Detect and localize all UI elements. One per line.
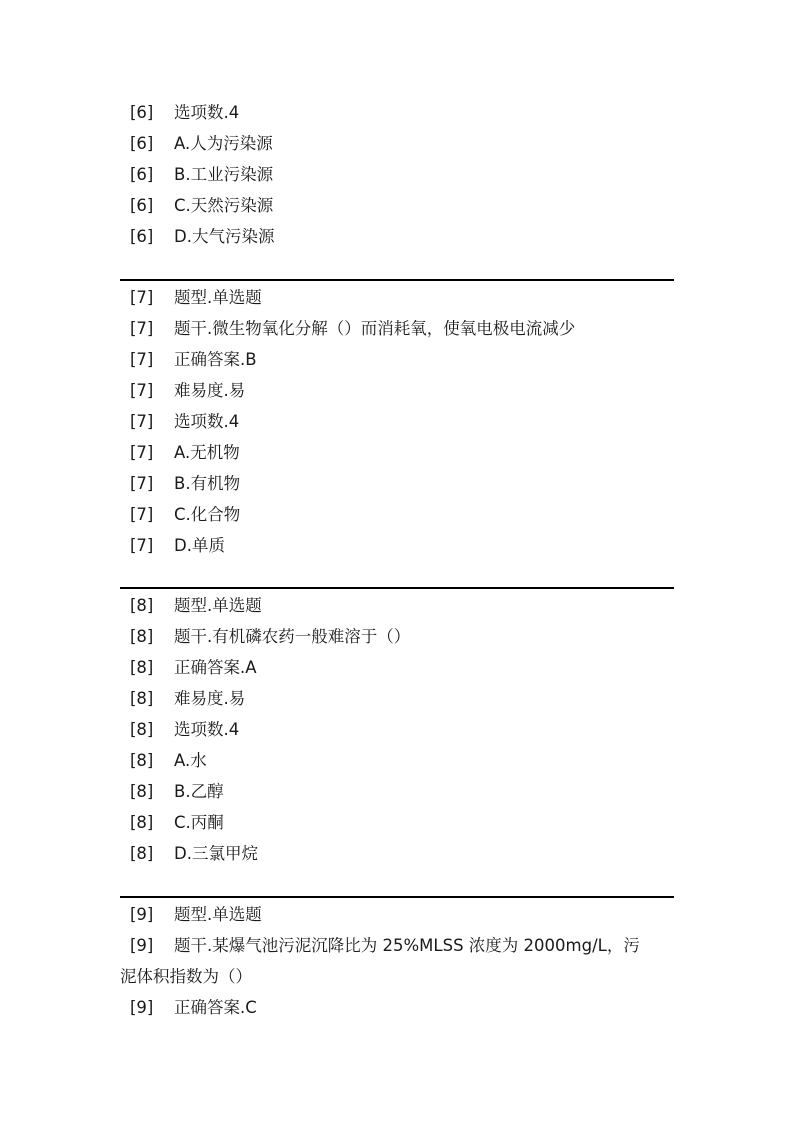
question-8-block [120,590,674,869]
question-9-answer [120,992,674,1023]
line-text: A.水 [174,751,207,770]
line-text: 正确答案.B [174,350,257,369]
line-text: A.人为污染源 [174,134,273,153]
line-index: [7] [130,412,154,431]
line-text: C.天然污染源 [174,196,274,215]
line-index: [7] [130,505,154,524]
line-index: [9] [130,998,154,1017]
question-7-type [120,282,674,313]
question-6-option-b [120,159,674,190]
question-6-option-c [120,190,674,221]
line-index: [8] [130,720,154,739]
line-text: 题干.有机磷农药一般难溶于（） [174,627,411,646]
question-8-answer [120,652,674,683]
line-text: 题型.单选题 [174,905,262,924]
line-text: B.有机物 [174,474,241,493]
line-index: [7] [130,381,154,400]
question-9-stem [120,930,674,992]
line-index: [6] [130,227,154,246]
question-6-line-options-count [120,97,674,128]
line-text: 正确答案.C [174,998,257,1017]
question-7-option-a [120,437,674,468]
question-8-option-c [120,807,674,838]
question-8-option-d [120,838,674,869]
line-index: [6] [130,165,154,184]
line-index: [8] [130,782,154,801]
question-8-stem [120,621,674,652]
line-text: 选项数.4 [174,720,240,739]
line-index: [7] [130,319,154,338]
question-7-option-d [120,530,674,561]
line-text: 正确答案.A [174,658,257,677]
line-text: 选项数.4 [174,412,240,431]
question-9-type [120,899,674,930]
question-8-option-b [120,776,674,807]
line-index: [8] [130,844,154,863]
line-index: [8] [130,627,154,646]
question-8-option-a [120,745,674,776]
line-index: [8] [130,689,154,708]
line-index: [7] [130,350,154,369]
line-text-continued: 泥体积指数为（） [120,967,252,986]
line-text: 题型.单选题 [174,288,262,307]
question-8-type [120,590,674,621]
line-text: B.乙醇 [174,782,224,801]
question-7-block [120,282,674,561]
line-index: [8] [130,658,154,677]
line-text: D.单质 [174,536,225,555]
question-7-answer [120,344,674,375]
line-text: 题干.微生物氧化分解（）而消耗氧，使氧电极电流减少 [174,319,576,338]
question-7-options-count [120,406,674,437]
line-index: [7] [130,288,154,307]
question-7-stem [120,313,674,344]
line-index: [8] [130,751,154,770]
line-index: [8] [130,813,154,832]
line-text: 难易度.易 [174,381,246,400]
question-9-block [120,899,674,1023]
line-index: [6] [130,196,154,215]
question-7-option-b [120,468,674,499]
line-text: 题干.某爆气池污泥沉降比为 25%MLSS 浓度为 2000mg/L，污 [174,936,640,955]
question-7-option-c [120,499,674,530]
line-text: D.三氯甲烷 [174,844,258,863]
question-7-difficulty [120,375,674,406]
question-6-option-a [120,128,674,159]
line-text: 难易度.易 [174,689,246,708]
line-text: D.大气污染源 [174,227,275,246]
separator-rule [120,587,674,589]
line-text: 选项数.4 [174,103,240,122]
question-6-block [120,97,674,252]
line-text: B.工业污染源 [174,165,274,184]
line-text: A.无机物 [174,443,240,462]
separator-rule [120,896,674,898]
line-index: [6] [130,134,154,153]
question-6-option-d [120,221,674,252]
line-index: [7] [130,474,154,493]
line-index: [9] [130,936,154,955]
line-index: [9] [130,905,154,924]
line-index: [6] [130,103,154,122]
line-index: [7] [130,536,154,555]
line-index: [8] [130,596,154,615]
question-8-options-count [120,714,674,745]
line-text: C.化合物 [174,505,241,524]
line-text: C.丙酮 [174,813,224,832]
question-8-difficulty [120,683,674,714]
line-text: 题型.单选题 [174,596,262,615]
line-index: [7] [130,443,154,462]
separator-rule [120,279,674,281]
